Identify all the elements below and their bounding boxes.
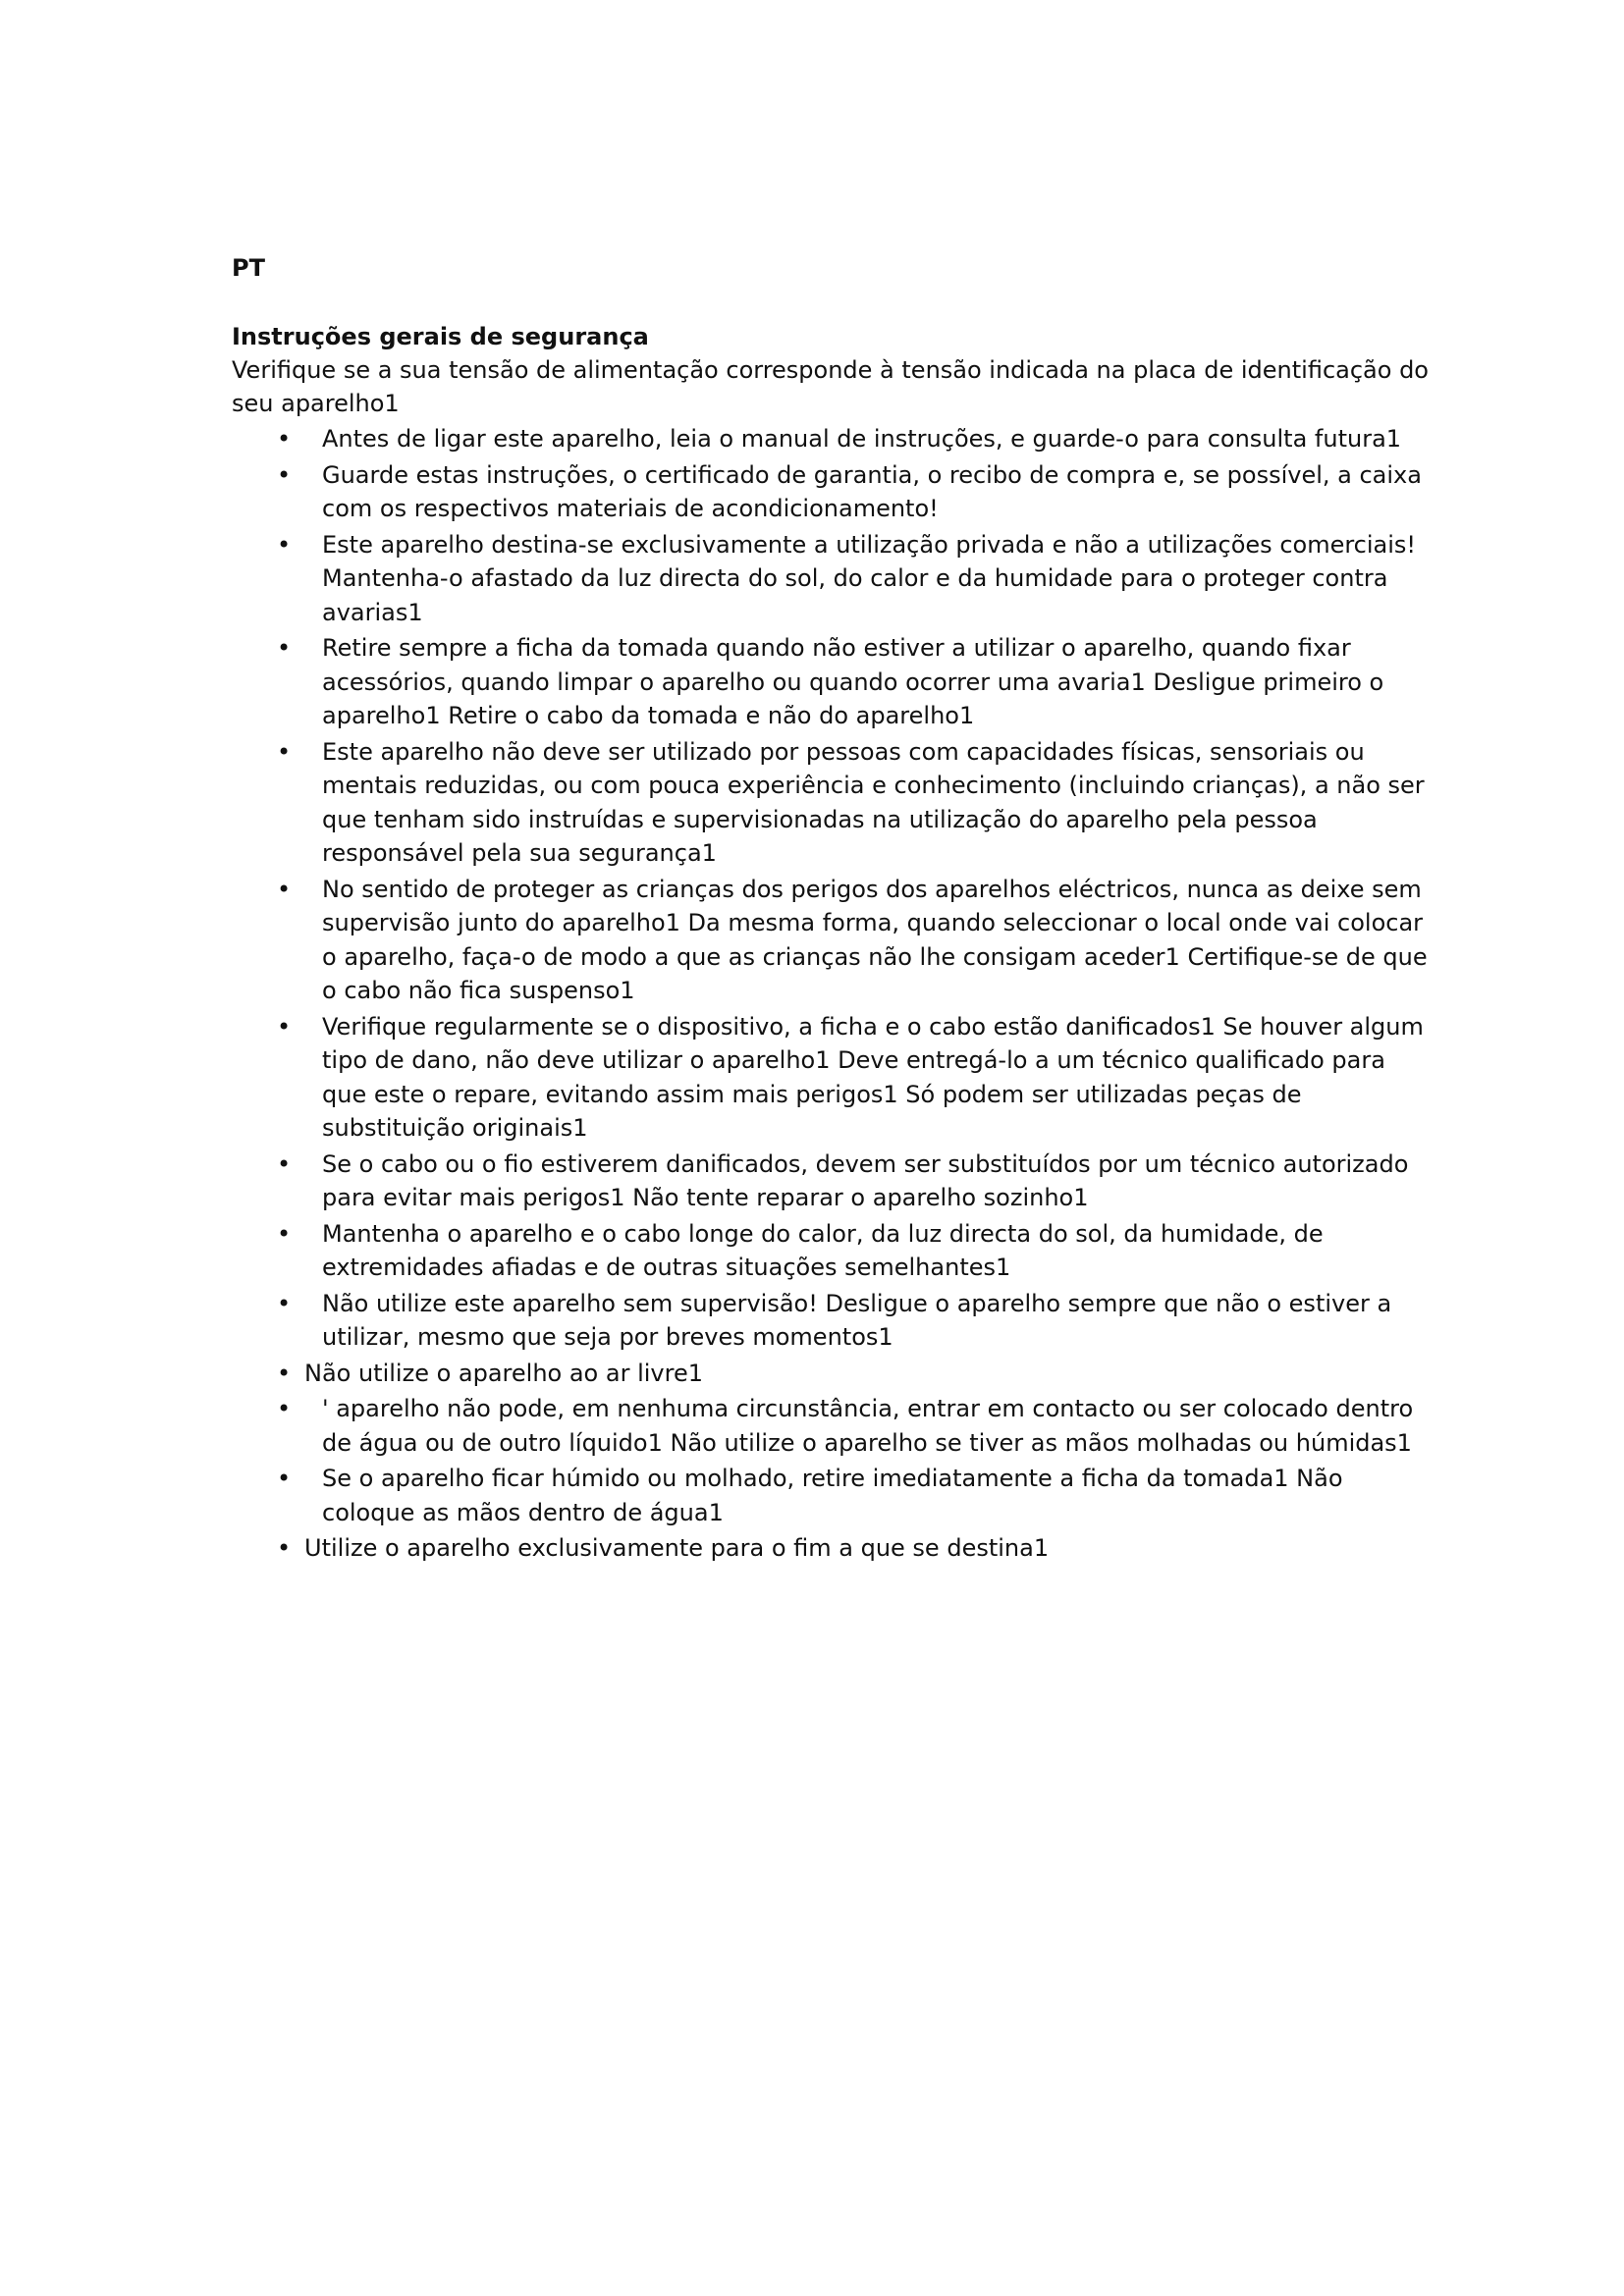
bullet-icon: • xyxy=(277,425,292,453)
list-item xyxy=(232,1531,1430,1566)
bullet-icon: • xyxy=(277,1359,292,1387)
list-item-text: Guarde estas instruções, o certificado de garantia, o recibo de compra e, se possível, a caixa com os respectivos materiais de acondicionamento! xyxy=(322,460,1422,522)
list-item-text: Se o aparelho ficar húmido ou molhado, retire imediatamente a ficha da tomada1 Não coloque as mãos dentro de água1 xyxy=(322,1465,1343,1526)
list-item xyxy=(232,458,1430,526)
document-page xyxy=(232,251,1430,1568)
list-item xyxy=(232,1392,1430,1460)
list-item xyxy=(232,422,1430,456)
bullet-icon: • xyxy=(277,634,292,662)
bullet-icon: • xyxy=(277,1395,292,1422)
list-item-text: No sentido de proteger as crianças dos perigos dos aparelhos eléctricos, nunca as deixe sem supervisão junto do aparelho1 Da mesma forma, quando seleccionar o local onde vai colocar o aparelho, faça-o de modo a que as crianças não lhe consigam aceder1 Certifique-se de que o cabo não fica suspenso1 xyxy=(322,875,1428,1004)
bullet-icon: • xyxy=(277,737,292,766)
list-item xyxy=(232,1357,1430,1391)
list-item-text: Não utilize este aparelho sem supervisão! Desligue o aparelho sempre que não o estiver a utilizar, mesmo que seja por breves momentos1 xyxy=(322,1289,1392,1351)
bullet-icon: • xyxy=(277,460,292,489)
list-item xyxy=(232,1462,1430,1529)
list-item-text: Verifique regularmente se o dispositivo, a ficha e o cabo estão danificados1 Se houver algum tipo de dano, não deve utilizar o aparelho1 Deve entregá-lo a um técnico qualificado para que este o repare, evitando assim mais perigos1 Só podem ser utilizadas peças de substituição originais1 xyxy=(322,1012,1424,1142)
bullet-icon: • xyxy=(277,1534,292,1562)
list-item xyxy=(232,528,1430,630)
bullet-icon: • xyxy=(277,1219,292,1248)
list-item xyxy=(232,1010,1430,1146)
list-item-text: Antes de ligar este aparelho, leia o manual de instruções, e guarde-o para consulta futura1 xyxy=(322,425,1402,453)
list-item xyxy=(232,735,1430,871)
bullet-icon: • xyxy=(277,1465,292,1492)
safety-instructions-list xyxy=(232,422,1430,1566)
bullet-icon: • xyxy=(277,530,292,559)
list-item xyxy=(232,1217,1430,1285)
list-item-text: Este aparelho não deve ser utilizado por pessoas com capacidades físicas, sensoriais ou mentais reduzidas, ou com pouca experiência e conhecimento (incluindo crianças), a não ser que tenham sido instruídas e supervisionadas na utilização do aparelho pela pessoa responsável pela sua segurança1 xyxy=(322,737,1425,867)
intro-paragraph: Verifique se a sua tensão de alimentação corresponde à tensão indicada na placa de identificação do seu aparelho1 xyxy=(232,356,1429,417)
bullet-icon: • xyxy=(277,1149,292,1178)
list-item xyxy=(232,873,1430,1008)
list-item-text: Utilize o aparelho exclusivamente para o fim a que se destina1 xyxy=(304,1534,1050,1562)
bullet-icon: • xyxy=(277,1289,292,1317)
list-item-text: Este aparelho destina-se exclusivamente a utilização privada e não a utilizações comerciais! Mantenha-o afastado da luz directa do sol, do calor e da humidade para o proteger contra avarias1 xyxy=(322,530,1417,626)
list-item-text: Retire sempre a ficha da tomada quando não estiver a utilizar o aparelho, quando fixar acessórios, quando limpar o aparelho ou quando ocorrer uma avaria1 Desligue primeiro o aparelho1 Retire o cabo da tomada e não do aparelho1 xyxy=(322,634,1384,729)
list-item-text: ' aparelho não pode, em nenhuma circunstância, entrar em contacto ou ser colocado dentro de água ou de outro líquido1 Não utilize o aparelho se tiver as mãos molhadas ou húmidas1 xyxy=(322,1395,1414,1457)
language-code: PT xyxy=(232,254,265,282)
bullet-icon: • xyxy=(277,1012,292,1041)
list-item-text: Não utilize o aparelho ao ar livre1 xyxy=(304,1359,703,1387)
list-item-text: Se o cabo ou o fio estiverem danificados, devem ser substituídos por um técnico autorizado para evitar mais perigos1 Não tente reparar o aparelho sozinho1 xyxy=(322,1149,1409,1211)
bullet-icon: • xyxy=(277,875,292,903)
section-title: Instruções gerais de segurança xyxy=(232,323,649,350)
list-item-text: Mantenha o aparelho e o cabo longe do calor, da luz directa do sol, da humidade, de extremidades afiadas e de outras situações semelhantes1 xyxy=(322,1219,1324,1281)
list-item xyxy=(232,1287,1430,1355)
list-item xyxy=(232,1148,1430,1215)
list-item xyxy=(232,631,1430,733)
